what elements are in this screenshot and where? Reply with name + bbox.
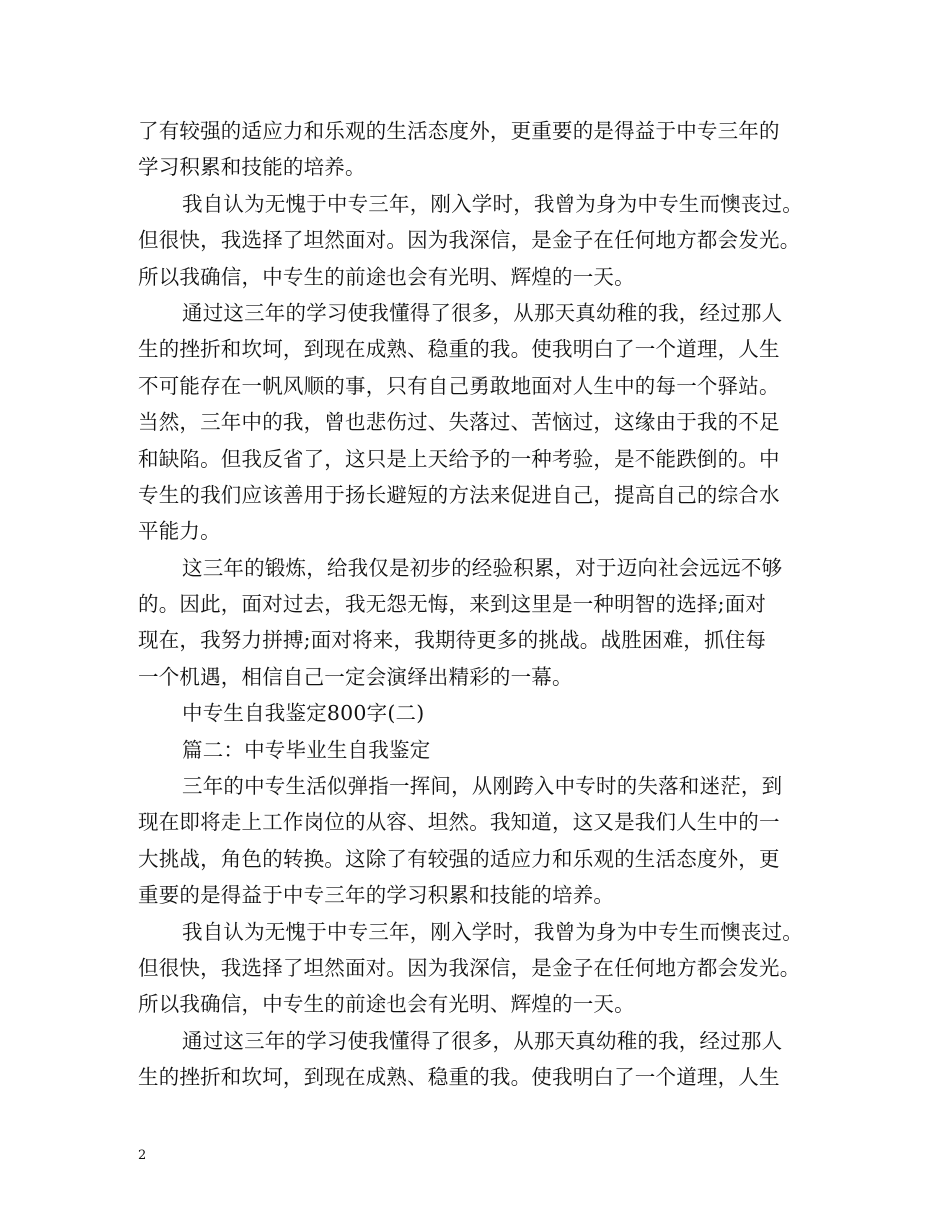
paragraph-start-line: 我自认为无愧于中专三年，刚入学时，我曾为身为中专生而懊丧过。 (182, 191, 803, 216)
paragraph-start-line: 这三年的锻炼，给我仅是初步的经验积累，对于迈向社会远远不够 (182, 555, 783, 580)
text-line: 生的挫折和坎坷，到现在成熟、稳重的我。使我明白了一个道理，人生 (138, 337, 780, 362)
text-line: 大挑战，角色的转换。这除了有较强的适应力和乐观的生活态度外，更 (138, 846, 780, 871)
text-line: 现在即将走上工作岗位的从容、坦然。我知道，这又是我们人生中的一 (138, 810, 780, 835)
text-line: 但很快，我选择了坦然面对。因为我深信，是金子在任何地方都会发光。 (138, 955, 801, 980)
text-line: 了有较强的适应力和乐观的生活态度外，更重要的是得益于中专三年的 (138, 119, 780, 143)
text-line: 所以我确信，中专生的前途也会有光明、辉煌的一天。 (138, 992, 635, 1017)
text-line: 学习积累和技能的培养。 (138, 155, 366, 180)
text-line: 当然，三年中的我，曾也悲伤过、失落过、苦恼过，这缘由于我的不足 (138, 410, 780, 435)
text-line: 平能力。 (138, 519, 221, 544)
page-number: 2 (138, 1148, 147, 1163)
paragraph-start-line: 我自认为无愧于中专三年，刚入学时，我曾为身为中专生而懊丧过。 (182, 919, 803, 944)
text-line: 现在，我努力拼搏;面对将来，我期待更多的挑战。战胜困难，抓住每 (138, 628, 767, 653)
text-line: 一个机遇，相信自己一定会演绎出精彩的一幕。 (138, 664, 573, 689)
text-line: 生的挫折和坎坷，到现在成熟、稳重的我。使我明白了一个道理，人生 (138, 1065, 780, 1090)
text-line: 不可能存在一帆风顺的事，只有自己勇敢地面对人生中的每一个驿站。 (138, 373, 780, 398)
text-line: 专生的我们应该善用于扬长避短的方法来促进自己，提高自己的综合水 (138, 482, 780, 507)
section-heading: 中专生自我鉴定800字(二) (182, 701, 425, 726)
paragraph-start-line: 通过这三年的学习使我懂得了很多，从那天真幼稚的我，经过那人 (182, 1028, 783, 1053)
text-line: 重要的是得益于中专三年的学习积累和技能的培养。 (138, 883, 615, 908)
text-line: 和缺陷。但我反省了，这只是上天给予的一种考验，是不能跌倒的。中 (138, 446, 780, 471)
paragraph-start-line: 三年的中专生活似弹指一挥间，从刚跨入中专时的失落和迷茫，到 (182, 774, 783, 799)
document-body (138, 113, 818, 1096)
text-line: 的。因此，面对过去，我无怨无悔，来到这里是一种明智的选择;面对 (138, 592, 767, 617)
text-line: 所以我确信，中专生的前途也会有光明、辉煌的一天。 (138, 264, 635, 289)
text-line: 但很快，我选择了坦然面对。因为我深信，是金子在任何地方都会发光。 (138, 228, 801, 253)
section-subheading: 篇二：中专毕业生自我鉴定 (182, 737, 431, 762)
paragraph-start-line: 通过这三年的学习使我懂得了很多，从那天真幼稚的我，经过那人 (182, 300, 783, 325)
